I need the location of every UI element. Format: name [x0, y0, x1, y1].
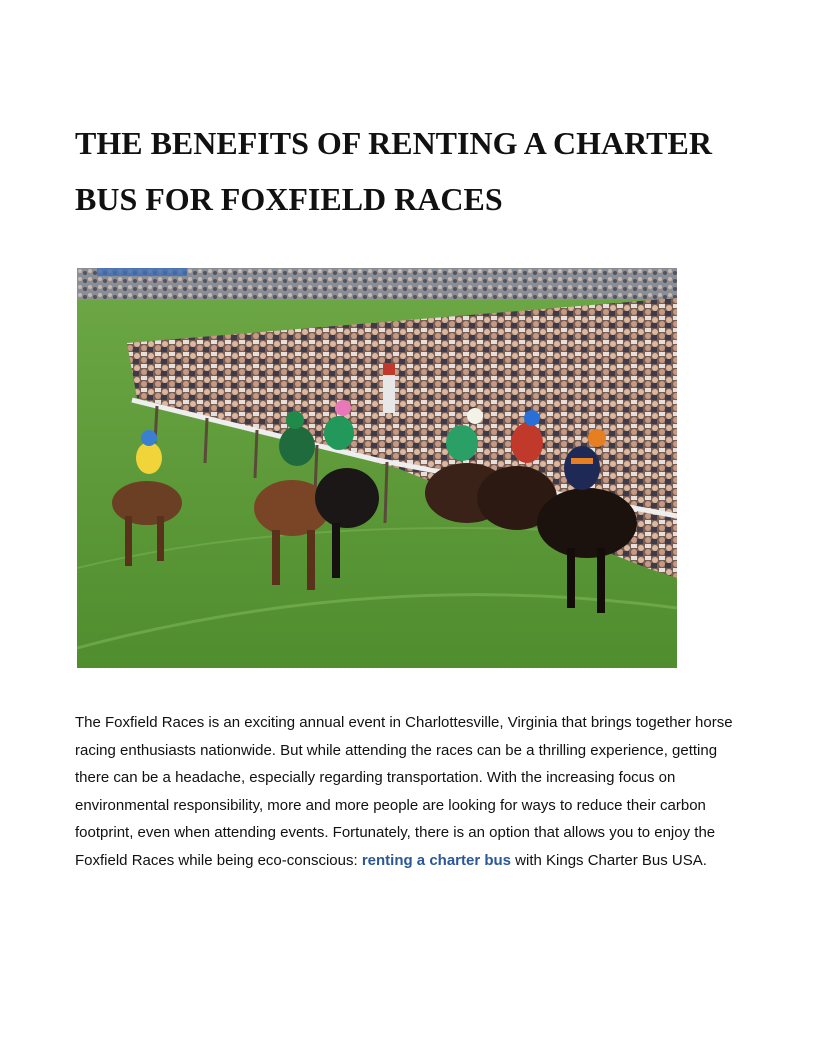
paragraph-text-after-link: with Kings Charter Bus USA.: [511, 851, 707, 869]
body-paragraph: [75, 709, 743, 875]
hero-image: [77, 268, 677, 668]
paragraph-text-before-link: The Foxfield Races is an exciting annual event in Charlottesville, Virginia that brings together horse racing enthusiasts nationwide. But while attending the races can be a thrilling experience, getting there can be a headache, especially regarding transportation. With the increasing focus on environmental responsibility, more and more people are looking for ways to reduce their carbon footprint, even when attending events. Fortunately, there is an option that allows you to enjoy the Foxfield Races while being eco-conscious:: [75, 714, 733, 869]
page-title: THE BENEFITS OF RENTING A CHARTER BUS FOR FOXFIELD RACES: [75, 125, 712, 217]
charter-bus-link[interactable]: renting a charter bus: [361, 851, 512, 869]
